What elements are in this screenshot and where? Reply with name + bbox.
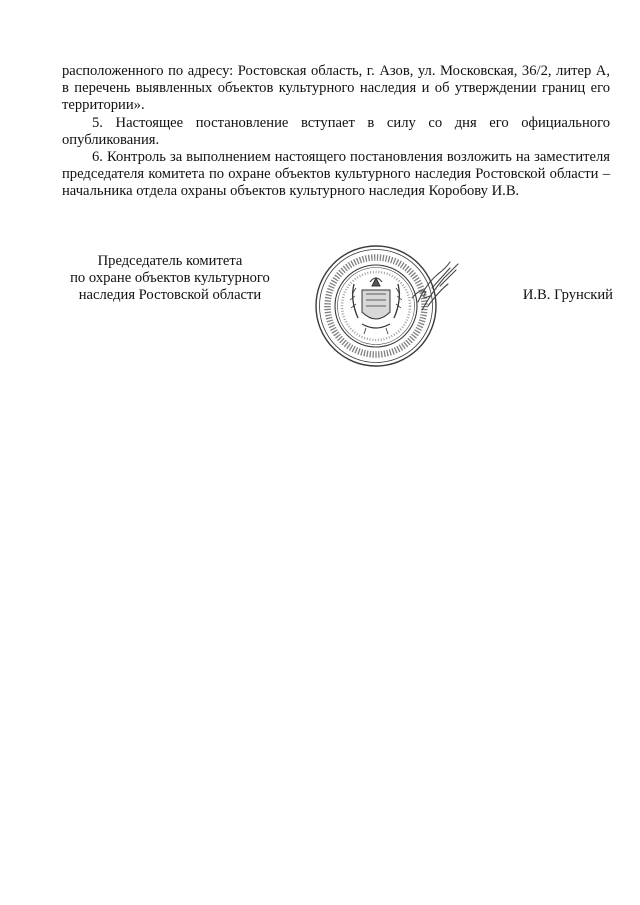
- position-line-3: наследия Ростовской области: [78, 287, 262, 304]
- paragraph-continued: расположенного по адресу: Ростовская область, г. Азов, ул. Московская, 36/2, литер А, в перечень выявленных объектов культурного наследия и об утверждении границ его территории».: [62, 63, 610, 114]
- paragraph-item-5: 5. Настоящее постановление вступает в силу со дня его официального опубликования.: [62, 114, 610, 148]
- signer-name: И.В. Грунский: [522, 287, 613, 303]
- signatory-position: [45, 253, 295, 305]
- position-line-2: по охране объектов культурного: [70, 270, 270, 287]
- official-seal-stamp: [300, 240, 465, 370]
- coat-of-arms-emblem: [350, 278, 402, 334]
- document-body: [62, 63, 610, 201]
- position-line-1: Председатель комитета: [97, 253, 243, 269]
- paragraph-item-6: 6. Контроль за выполнением настоящего постановления возложить на заместителя председателя комитета по охране объектов культурного наследия Ростовской области – начальника отдела охраны объектов культурного наследия Коробову И.В.: [62, 149, 610, 200]
